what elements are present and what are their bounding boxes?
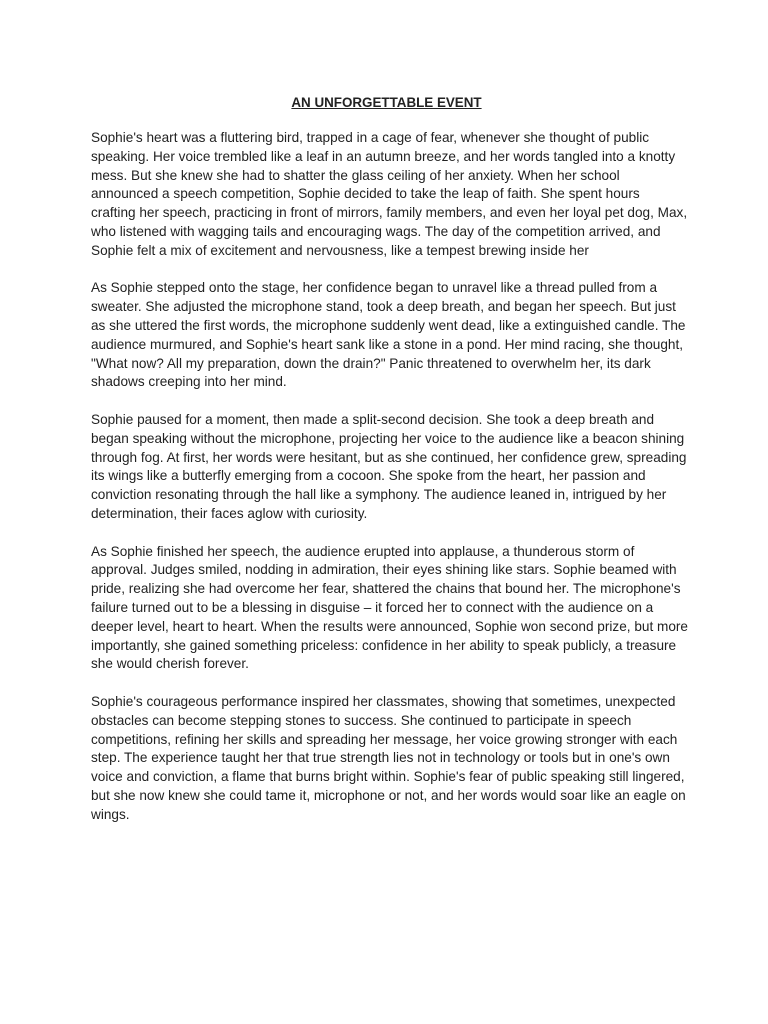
- paragraph-4: As Sophie finished her speech, the audience erupted into applause, a thunderous storm of approval. Judges smiled, nodding in admiration, their eyes shining like stars. Sophie beamed with pride, realizing she had overcome her fear, shattered the chains that bound her. The microphone's failure turned out to be a blessing in disguise – it forced her to connect with the audience on a deeper level, heart to heart. When the results were announced, Sophie won second prize, but more importantly, she gained something priceless: confidence in her ability to speak publicly, a treasure she would cherish forever.: [91, 543, 688, 672]
- paragraph-2: As Sophie stepped onto the stage, her confidence began to unravel like a thread pulled from a sweater. She adjusted the microphone stand, took a deep breath, and began her speech. But just as she uttered the first words, the microphone suddenly went dead, like a extinguished candle. The audience murmured, and Sophie's heart sank like a stone in a pond. Her mind racing, she thought, "What now? All my preparation, down the drain?" Panic threatened to overwhelm her, its dark shadows creeping into her mind.: [91, 280, 686, 390]
- paragraph-1: Sophie's heart was a fluttering bird, trapped in a cage of fear, whenever she thought of public speaking. Her voice trembled like a leaf in an autumn breeze, and her words tangled into a knotty mess. But she knew she had to shatter the glass ceiling of her anxiety. When her school announced a speech competition, Sophie decided to take the leap of faith. She spent hours crafting her speech, practicing in front of mirrors, family members, and even her loyal pet dog, Max, who listened with wagging tails and encouraging wags. The day of the competition arrived, and Sophie felt a mix of excitement and nervousness, like a tempest brewing inside her: [91, 130, 688, 258]
- paragraph-3: Sophie paused for a moment, then made a split-second decision. She took a deep breath and began speaking without the microphone, projecting her voice to the audience like a beacon shining through fog. At first, her words were hesitant, but as she continued, her confidence grew, spreading its wings like a butterfly emerging from a cocoon. She spoke from the heart, her passion and conviction resonating through the hall like a symphony. The audience leaned in, intrigued by her determination, their faces aglow with curiosity.: [91, 411, 687, 521]
- paragraph-5: Sophie's courageous performance inspired her classmates, showing that sometimes, unexpected obstacles can become stepping stones to success. She continued to participate in speech competitions, refining her skills and spreading her message, her voice growing stronger with each step. The experience taught her that true strength lies not in technology or tools but in one's own voice and conviction, a flame that burns bright within. Sophie's fear of public speaking still lingered, but she now knew she could tame it, microphone or not, and her words would soar like an eagle on wings.: [91, 693, 686, 822]
- document-title: AN UNFORGETTABLE EVENT: [291, 95, 482, 110]
